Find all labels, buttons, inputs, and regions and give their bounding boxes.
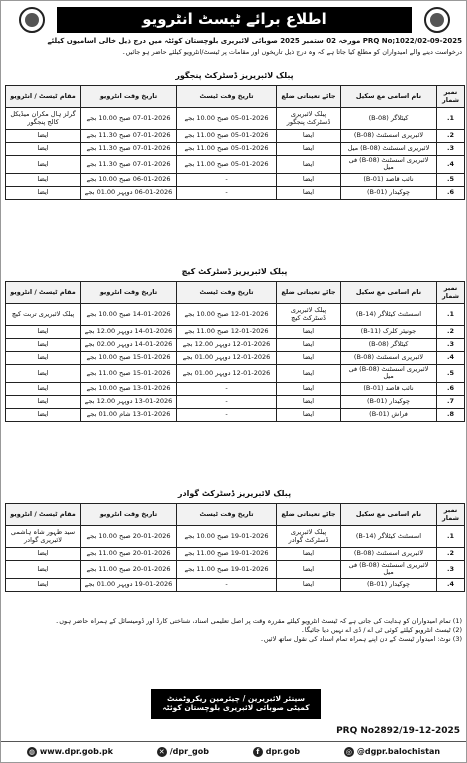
cell-interview: 20-01-2026 صبح 11.00 بجے [81, 561, 177, 579]
cell-venue: ایضا [277, 365, 341, 383]
cell-interview: 15-01-2026 صبح 10.00 بجے [81, 352, 177, 365]
signature-line-2: کمیٹی صوبائی لائبریری بلوچستان کوئٹہ [162, 703, 310, 712]
cell-test: 19-01-2026 صبح 10.00 بجے [177, 526, 277, 548]
table-row [6, 304, 465, 326]
cell-place: پبلک لائبریری تربت کیچ [6, 304, 81, 326]
twitter-icon: ✕ [157, 747, 167, 757]
note-item: (2) ٹیسٹ انٹرویو کیلئے کوئی ٹی اے / ڈی اے نہیں دیا جائیگا۔ [300, 625, 462, 634]
cell-test: 05-01-2026 صبح 11.00 بجے [177, 156, 277, 174]
cell-num: 1. [437, 526, 465, 548]
cell-venue: ایضا [277, 382, 341, 395]
header-interview: تاریخ وقت انٹرویو [81, 282, 177, 304]
cell-test: 05-01-2026 صبح 10.00 بجے [177, 108, 277, 130]
cell-post: چوکیدار (B-01) [341, 395, 437, 408]
cell-venue: ایضا [277, 352, 341, 365]
cell-interview: 07-01-2026 صبح 11.30 بجے [81, 143, 177, 156]
cell-post: لائبریری اسسٹنٹ (B-08) [341, 130, 437, 143]
footer-website-text: www.dpr.gob.pk [39, 747, 113, 757]
cell-interview: 15-01-2026 صبح 11.00 بجے [81, 365, 177, 383]
emblem-left-icon [19, 7, 45, 33]
table-kech [5, 281, 465, 422]
cell-post: لائبریری اسسٹنٹ (B-08) [341, 352, 437, 365]
globe-icon: ◍ [28, 748, 35, 756]
table-header-row [6, 504, 465, 526]
cell-num: 2. [437, 548, 465, 561]
cell-test: 12-01-2026 دوپہر 01.00 بجے [177, 365, 277, 383]
cell-venue: پبلک لائبریری ڈسٹرکٹ گوادر [277, 526, 341, 548]
cell-post: چوکیدار (B-01) [341, 578, 437, 591]
instagram-icon: ◎ [345, 748, 352, 756]
cell-num: 7. [437, 395, 465, 408]
cell-test: - [177, 186, 277, 199]
cell-num: 3. [437, 561, 465, 579]
cell-interview: 14-01-2026 صبح 10.00 بجے [81, 304, 177, 326]
header-test: تاریخ وقت ٹیسٹ [177, 86, 277, 108]
cell-interview: 06-01-2026 دوپہر 01.00 بجے [81, 186, 177, 199]
cell-place: ایضا [6, 408, 81, 421]
cell-place: ایضا [6, 365, 81, 383]
header-test: تاریخ وقت ٹیسٹ [177, 504, 277, 526]
cell-post: لائبریری اسسٹنٹ (B-08) میل [341, 143, 437, 156]
cell-interview: 07-01-2026 صبح 11.30 بجے [81, 156, 177, 174]
cell-test: 05-01-2026 صبح 11.00 بجے [177, 143, 277, 156]
note-item: (1) تمام امیدواران کو ہدایت کی جاتی ہے کہ ٹیسٹ انٹرویو کیلئے مقررہ وقت پر اصل تعلیمی اسناد، شناختی کارڈ اور ڈومیسائل کے ہمراہ حاضر ہوں۔ [55, 617, 462, 625]
prq-number: PRQ No2892/19-12-2025 [336, 726, 460, 736]
cell-venue: ایضا [277, 408, 341, 421]
cell-test: 05-01-2026 صبح 11.00 بجے [177, 130, 277, 143]
notice-title: اطلاع برائے ٹیسٹ انٹرویو [57, 7, 412, 33]
cell-venue: ایضا [277, 173, 341, 186]
header [5, 5, 464, 35]
cell-test: 12-01-2026 صبح 11.00 بجے [177, 326, 277, 339]
cell-venue: ایضا [277, 143, 341, 156]
cell-post: کیٹلاگر (B-08) [341, 339, 437, 352]
footer-social-3-text: @dgpr.balochistan [356, 747, 441, 757]
cell-num: 4. [437, 156, 465, 174]
cell-test: - [177, 408, 277, 421]
cell-interview: 13-01-2026 دوپہر 12.00 بجے [81, 395, 177, 408]
header-interview: تاریخ وقت انٹرویو [81, 86, 177, 108]
cell-test: - [177, 395, 277, 408]
cell-num: 3. [437, 339, 465, 352]
footer [1, 741, 466, 762]
cell-num: 3. [437, 143, 465, 156]
cell-place: ایضا [6, 186, 81, 199]
cell-post: لائبریری اسسٹنٹ (B-08) فی میل [341, 561, 437, 579]
section-title-panjgur: پبلک لائبریریز ڈسٹرکٹ پنجگور [175, 71, 294, 80]
intro-text: درخواست دینے والے امیدواران کو مطلع کیا جاتا ہے کہ وہ درج ذیل تاریخوں اور مقامات پر ٹیسٹ/انٹرویو کیلئے حاضر ہو جائیں۔ [121, 49, 462, 56]
header-venue: جائے تعیناتی ضلع [277, 86, 341, 108]
header-place: مقام ٹیسٹ / انٹرویو [6, 282, 81, 304]
table-row [6, 408, 465, 421]
cell-venue: ایضا [277, 548, 341, 561]
table-row [6, 326, 465, 339]
cell-place: سید ظہور شاہ ہاشمی لائبریری گوادر [6, 526, 81, 548]
cell-test: - [177, 578, 277, 591]
cell-test: 12-01-2026 دوپہر 01.00 بجے [177, 352, 277, 365]
table-row [6, 173, 465, 186]
cell-place: ایضا [6, 326, 81, 339]
cell-post: لائبریری اسسٹنٹ (B-08) [341, 548, 437, 561]
section-title-kech: پبلک لائبریریز ڈسٹرکٹ کیچ [181, 267, 288, 276]
cell-post: جونیئر کلرک (B-11) [341, 326, 437, 339]
cell-venue: ایضا [277, 561, 341, 579]
header-venue: جائے تعیناتی ضلع [277, 282, 341, 304]
cell-venue: ایضا [277, 326, 341, 339]
emblem-right-icon [424, 7, 450, 33]
table-row [6, 526, 465, 548]
cell-num: 2. [437, 326, 465, 339]
table-row [6, 561, 465, 579]
header-post: نام اسامی مع سکیل [341, 86, 437, 108]
table-row [6, 186, 465, 199]
table-header-row [6, 86, 465, 108]
reference-line: PRQ No;1022/02-09-2025 مورخہ 02 ستمبر 2025 صوبائی لائبریری بلوچستان کوئٹہ میں درج ذیل خالی آسامیوں کیلئے [47, 37, 462, 45]
cell-interview: 07-01-2026 صبح 10.00 بجے [81, 108, 177, 130]
header-num: نمبر شمار [437, 86, 465, 108]
footer-website[interactable] [27, 747, 113, 757]
cell-num: 4. [437, 352, 465, 365]
footer-social-2[interactable] [253, 747, 300, 757]
cell-interview: 14-01-2026 دوپہر 12.00 بجے [81, 326, 177, 339]
cell-venue: پبلک لائبریری ڈسٹرکٹ کیچ [277, 304, 341, 326]
table-row [6, 365, 465, 383]
cell-interview: 20-01-2026 صبح 10.00 بجے [81, 526, 177, 548]
footer-social-3[interactable] [344, 747, 440, 757]
cell-venue: ایضا [277, 186, 341, 199]
header-num: نمبر شمار [437, 282, 465, 304]
table-row [6, 156, 465, 174]
cell-post: نائب قاصد (B-01) [341, 173, 437, 186]
cell-place: ایضا [6, 561, 81, 579]
signature-block [151, 689, 321, 719]
cell-place: ایضا [6, 130, 81, 143]
facebook-icon: f [253, 747, 263, 757]
header-num: نمبر شمار [437, 504, 465, 526]
cell-interview: 19-01-2026 دوپہر 01.00 بجے [81, 578, 177, 591]
cell-interview: 13-01-2026 شام 01.00 بجے [81, 408, 177, 421]
cell-test: 19-01-2026 صبح 11.00 بجے [177, 561, 277, 579]
cell-interview: 07-01-2026 صبح 11.30 بجے [81, 130, 177, 143]
table-row [6, 108, 465, 130]
cell-place: ایضا [6, 339, 81, 352]
table-row [6, 395, 465, 408]
cell-num: 8. [437, 408, 465, 421]
cell-test: 12-01-2026 صبح 10.00 بجے [177, 304, 277, 326]
cell-place: ایضا [6, 352, 81, 365]
cell-post: فراش (B-01) [341, 408, 437, 421]
header-test: تاریخ وقت ٹیسٹ [177, 282, 277, 304]
header-venue: جائے تعیناتی ضلع [277, 504, 341, 526]
table-panjgur [5, 85, 465, 200]
cell-place: گرلز ہال مکران میڈیکل کالج پنجگور [6, 108, 81, 130]
cell-num: 1. [437, 304, 465, 326]
cell-num: 2. [437, 130, 465, 143]
cell-num: 1. [437, 108, 465, 130]
cell-interview: 20-01-2026 صبح 11.00 بجے [81, 548, 177, 561]
cell-place: ایضا [6, 382, 81, 395]
footer-social-1-text: /dpr_gob [169, 747, 209, 757]
header-place: مقام ٹیسٹ / انٹرویو [6, 504, 81, 526]
cell-num: 4. [437, 578, 465, 591]
cell-venue: ایضا [277, 395, 341, 408]
table-header-row [6, 282, 465, 304]
cell-place: ایضا [6, 143, 81, 156]
section-title-gwadar: پبلک لائبریریز ڈسٹرکٹ گوادر [177, 489, 292, 498]
notes [7, 617, 462, 681]
header-post: نام اسامی مع سکیل [341, 504, 437, 526]
cell-test: - [177, 382, 277, 395]
cell-post: کیٹلاگر (B-08) [341, 108, 437, 130]
cell-num: 6. [437, 382, 465, 395]
cell-interview: 14-01-2026 دوپہر 02.00 بجے [81, 339, 177, 352]
cell-place: ایضا [6, 156, 81, 174]
table-row [6, 548, 465, 561]
cell-post: چوکیدار (B-01) [341, 186, 437, 199]
cell-place: ایضا [6, 548, 81, 561]
footer-social-2-text: dpr.gob [265, 747, 301, 757]
signature-line-1: سینئر لائبریرین / چیئرمین ریکروٹمنٹ [167, 694, 305, 704]
footer-social-1[interactable] [157, 747, 209, 757]
table-row [6, 339, 465, 352]
cell-place: ایضا [6, 395, 81, 408]
note-item: (3) نوٹ: امیدوار ٹیسٹ کے دن اپنے ہمراہ تمام اسناد کی نقول ساتھ لائیں۔ [260, 634, 462, 643]
cell-test: 12-01-2026 دوپہر 12.00 بجے [177, 339, 277, 352]
cell-interview: 06-01-2026 صبح 10.00 بجے [81, 173, 177, 186]
cell-test: - [177, 173, 277, 186]
cell-venue: ایضا [277, 156, 341, 174]
cell-num: 5. [437, 173, 465, 186]
table-row [6, 143, 465, 156]
header-place: مقام ٹیسٹ / انٹرویو [6, 86, 81, 108]
table-row [6, 578, 465, 591]
header-post: نام اسامی مع سکیل [341, 282, 437, 304]
cell-post: نائب قاصد (B-01) [341, 382, 437, 395]
cell-place: ایضا [6, 173, 81, 186]
cell-num: 6. [437, 186, 465, 199]
table-row [6, 382, 465, 395]
cell-num: 5. [437, 365, 465, 383]
cell-venue: ایضا [277, 130, 341, 143]
cell-post: اسسٹنٹ کیٹلاگر (B-14) [341, 304, 437, 326]
cell-interview: 13-01-2026 صبح 10.00 بجے [81, 382, 177, 395]
cell-test: 19-01-2026 صبح 11.00 بجے [177, 548, 277, 561]
cell-post: لائبریری اسسٹنٹ (B-08) فی میل [341, 365, 437, 383]
cell-post: لائبریری اسسٹنٹ (B-08) فی میل [341, 156, 437, 174]
table-gwadar [5, 503, 465, 592]
cell-post: اسسٹنٹ کیٹلاگر (B-14) [341, 526, 437, 548]
table-row [6, 352, 465, 365]
cell-venue: پبلک لائبریری ڈسٹرکٹ پنجگور [277, 108, 341, 130]
table-row [6, 130, 465, 143]
cell-venue: ایضا [277, 578, 341, 591]
cell-place: ایضا [6, 578, 81, 591]
header-interview: تاریخ وقت انٹرویو [81, 504, 177, 526]
cell-venue: ایضا [277, 339, 341, 352]
